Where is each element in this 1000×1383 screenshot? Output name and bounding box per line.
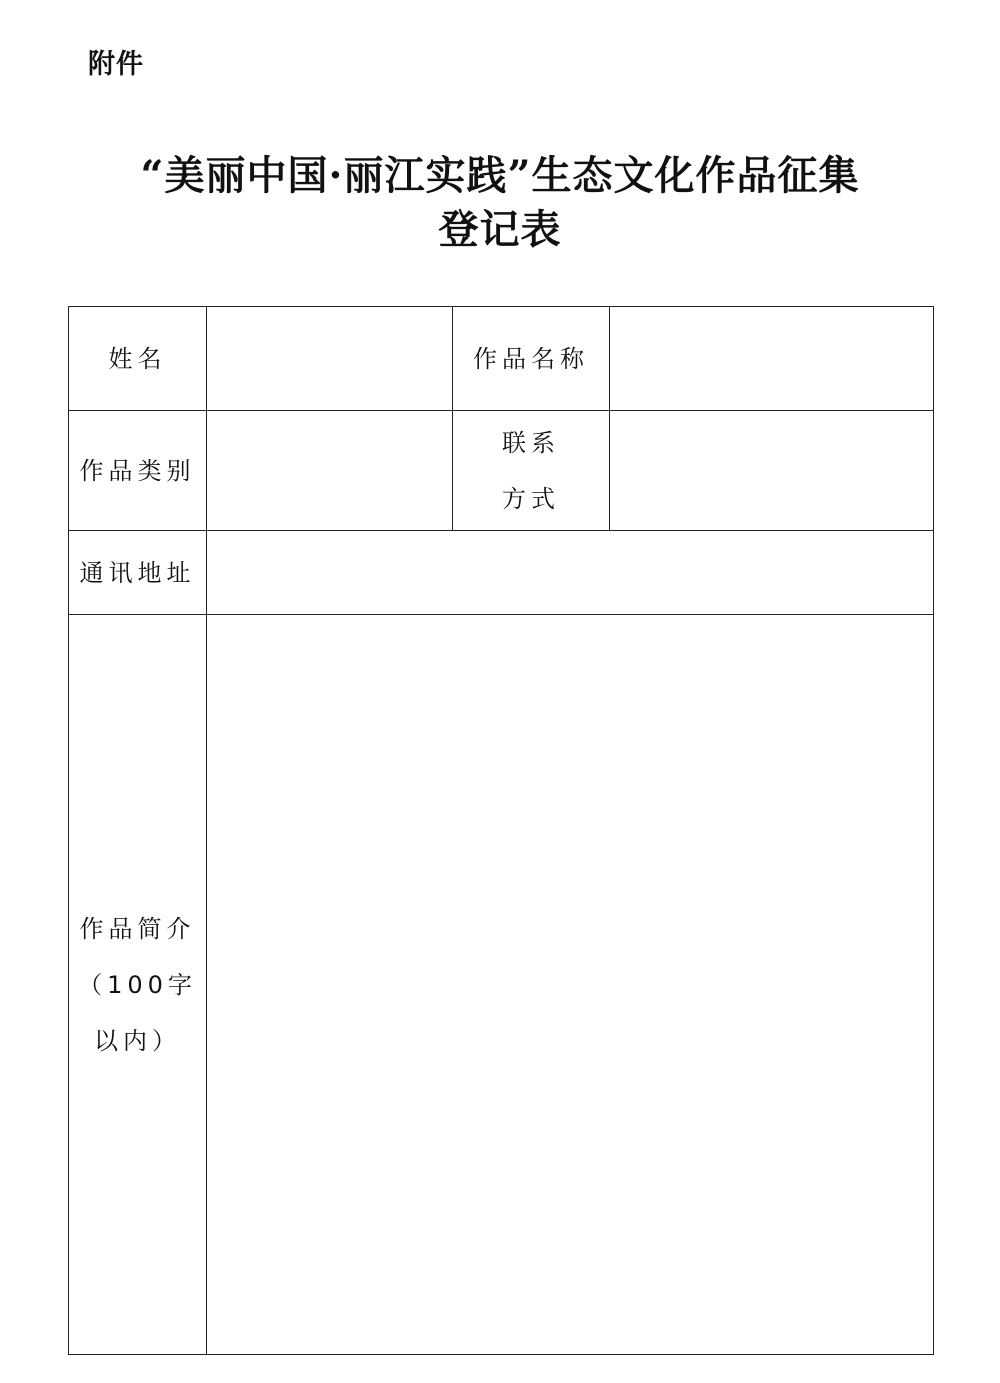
intro-label-line3: 以内） bbox=[94, 1026, 181, 1055]
name-field[interactable] bbox=[207, 307, 453, 411]
intro-label-cell bbox=[69, 615, 207, 1355]
form-row-name bbox=[69, 307, 934, 411]
form-row-category bbox=[69, 411, 934, 531]
category-label: 作品类别 bbox=[79, 456, 196, 485]
registration-form-table bbox=[68, 306, 934, 1355]
address-field[interactable] bbox=[207, 531, 934, 615]
work-title-label: 作品名称 bbox=[473, 344, 589, 373]
name-label: 姓名 bbox=[108, 344, 167, 373]
attachment-label: 附件 bbox=[88, 49, 144, 80]
contact-field[interactable] bbox=[610, 411, 934, 531]
contact-label-line1: 联系 bbox=[502, 428, 560, 457]
contact-label-line2: 方式 bbox=[502, 484, 560, 513]
form-title-line1: “美丽中国·丽江实践”生态文化作品征集 bbox=[140, 152, 860, 199]
name-label-cell bbox=[69, 307, 207, 411]
contact-label-cell bbox=[453, 411, 610, 531]
form-row-intro bbox=[69, 615, 934, 1355]
work-title-field[interactable] bbox=[610, 307, 934, 411]
form-row-address bbox=[69, 531, 934, 615]
intro-field[interactable] bbox=[207, 615, 934, 1355]
work-title-label-cell bbox=[453, 307, 610, 411]
category-field[interactable] bbox=[207, 411, 453, 531]
form-title-line2: 登记表 bbox=[438, 206, 562, 253]
intro-label-line1: 作品简介 bbox=[79, 914, 196, 943]
address-label-cell bbox=[69, 531, 207, 615]
category-label-cell bbox=[69, 411, 207, 531]
address-label: 通讯地址 bbox=[79, 558, 196, 587]
intro-label-line2: （100字 bbox=[78, 970, 197, 999]
